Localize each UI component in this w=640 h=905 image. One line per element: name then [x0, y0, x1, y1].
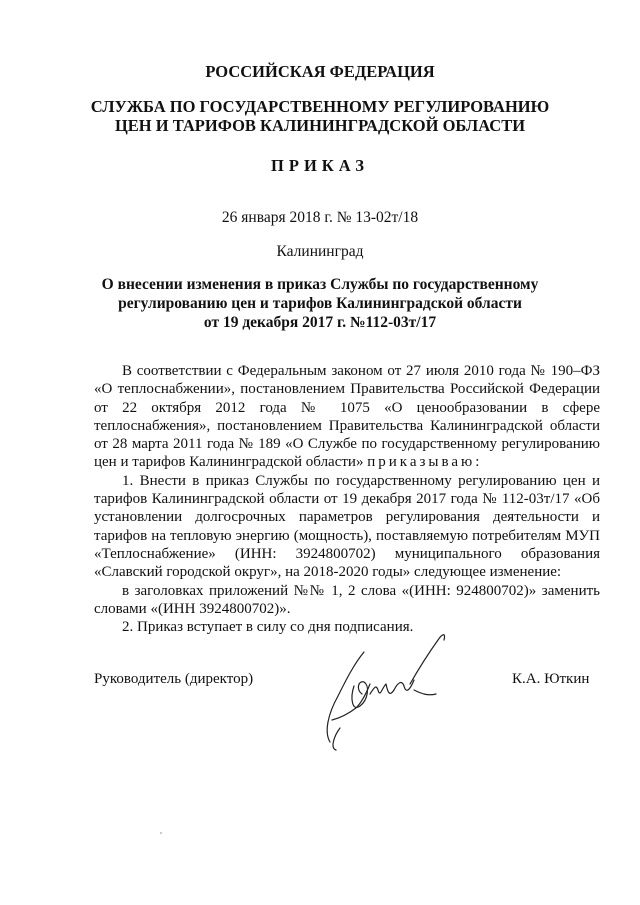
item-1-paragraph: 1. Внести в приказ Службы по государственному регулированию цен и тарифов Калининградской области от 19 декабря 2017 года № 112-03т/17 «Об установлении долгосрочных параметров регулирования деятельности и тарифов на тепловую энергию (мощность), поставляемую потребителям МУП «Теплоснабжение» (ИНН: 3924800702) муниципального образования «Славский городской округ», на 2018-2020 годы» следующее изменение: [94, 472, 600, 581]
subject-title [0, 275, 640, 332]
subject-line-2: регулированию цен и тарифов Калининградской области [118, 295, 522, 312]
preamble-paragraph [94, 362, 600, 472]
subject-line-1: О внесении изменения в приказ Службы по государственному [101, 276, 539, 293]
scan-speck [160, 832, 162, 834]
document-body [94, 362, 600, 636]
signatory-role: Руководитель (директор) [94, 671, 254, 687]
agency-line-1: СЛУЖБА ПО ГОСУДАРСТВЕННОМУ РЕГУЛИРОВАНИЮ [90, 97, 550, 116]
signature-drawing [310, 624, 460, 754]
country-heading: РОССИЙСКАЯ ФЕДЕРАЦИЯ [205, 62, 435, 81]
city: Калининград [276, 243, 364, 260]
item-1-change-paragraph: в заголовках приложений №№ 1, 2 слова «(ИНН: 924800702)» заменить словами «(ИНН 3924800702)». [94, 582, 600, 617]
item-2-paragraph: 2. Приказ вступает в силу со дня подписания. [122, 619, 414, 636]
document-type: ПРИКАЗ [271, 156, 369, 175]
preamble-text: В соответствии с Федеральным законом от 27 июля 2010 года № 190–ФЗ «О теплоснабжении», постановлением Правительства Российской Федерации от 22 октября 2012 года № 1075 «О ценообразовании в сфере теплоснабжения», постановлением Правительства Калининградской области от 28 марта 2011 года № 189 «О Службе по государственному регулированию цен и тарифов Калининградской области» [94, 363, 600, 471]
agency-heading [0, 97, 640, 135]
signatory-name: К.А. Юткин [512, 671, 590, 687]
subject-line-3: от 19 декабря 2017 г. №112-03т/17 [203, 314, 437, 331]
agency-line-2: ЦЕН И ТАРИФОВ КАЛИНИНГРАДСКОЙ ОБЛАСТИ [114, 116, 526, 135]
handwritten-signature [310, 624, 460, 759]
order-word: приказываю: [367, 454, 483, 471]
date-number: 26 января 2018 г. № 13-02т/18 [221, 209, 419, 226]
